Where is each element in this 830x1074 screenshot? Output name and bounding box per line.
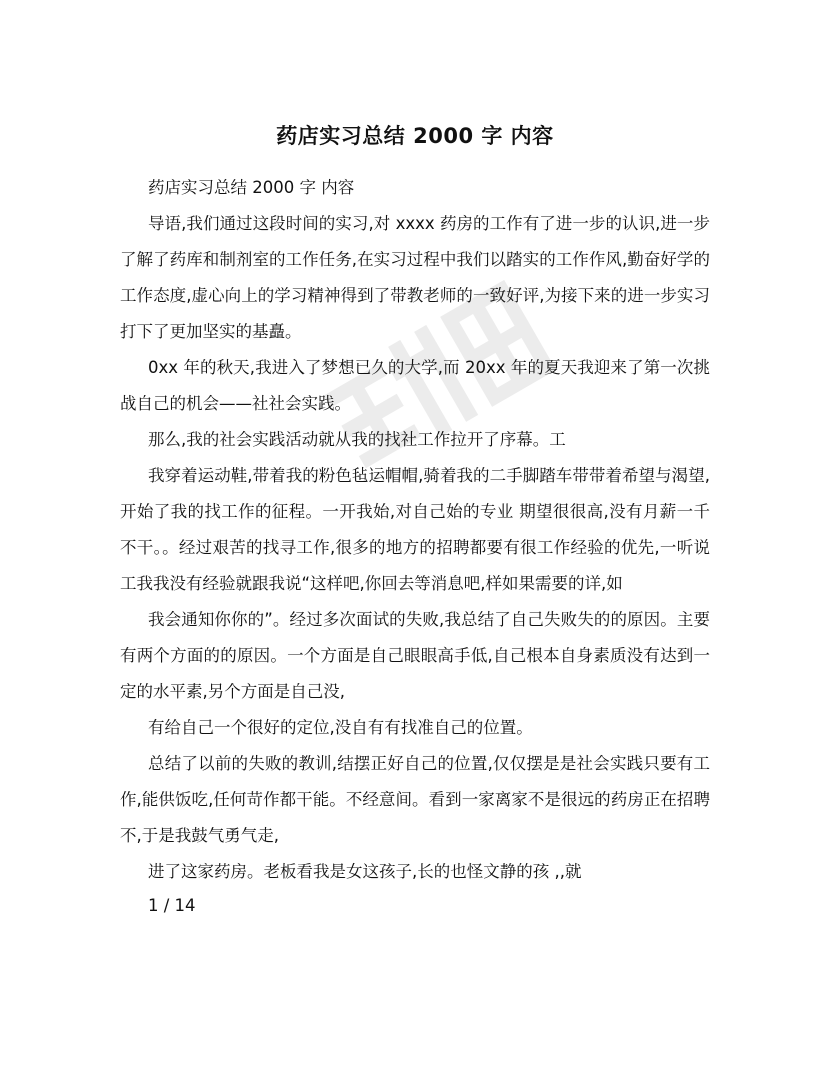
paragraph-autumn: 0xx 年的秋天,我进入了梦想已久的大学,而 20xx 年的夏天我迎来了第一次挑战自己的机会——社社会实践。 (120, 358, 710, 413)
page-number: 1 / 14 (148, 896, 196, 915)
document-body (120, 170, 710, 890)
paragraph-lessons: 总结了以前的失败的教训,结摆正好自己的位置,仅仅摆是是社会实践只要有工作,能供饭吃,任何苛作都干能。不经意间。看到一家离家不是很远的药房正在招聘不,于是我鼓气勇气走, (120, 754, 710, 845)
paragraph-job-search: 我穿着运动鞋,带着我的粉色毡运帽帽,骑着我的二手脚踏车带带着希望与渴望,开始了我的找工作的征程。一开我始,对自己始的专业 期望很很高,没有月薪一千不干。。经过艰苦的找寻工作,很多的地方的招聘都要有很工作经验的优先,一听说工我我没有经验就跟我说“这样吧,你回去等消息吧,样如果需要的详,如 (120, 466, 710, 593)
paragraph-failure-reasons: 我会通知你你的”。经过多次面试的失败,我总结了自己失败失的的原因。主要有两个方面的的原因。一个方面是自己眼眼高手低,自己根本自身素质没有达到一定的水平素,另个方面是自己没, (120, 610, 710, 701)
paragraph-subtitle: 药店实习总结 2000 字 内容 (148, 178, 355, 197)
paragraph-intro: 导语,我们通过这段时间的实习,对 xxxx 药房的工作有了进一步的认识,进一步了解了药库和制剂室的工作任务,在实习过程中我们以踏实的工作作风,勤奋好学的工作态度,虚心向上的学习精神得到了带教老师的一致好评,为接下来的进一步实习打下了更加坚实的基矗。 (120, 214, 710, 341)
document-title: 药店实习总结 2000 字 内容 (276, 124, 554, 148)
paragraph-prelude: 那么,我的社会实践活动就从我的找社工作拉开了序幕。工 (148, 430, 566, 449)
paragraph-pharmacy: 进了这家药房。老板看我是女这孩子,长的也怪文静的孩 ,,就 (148, 862, 582, 881)
paragraph-positioning: 有给自己一个很好的定位,没自有有找准自己的位置。 (148, 718, 533, 737)
